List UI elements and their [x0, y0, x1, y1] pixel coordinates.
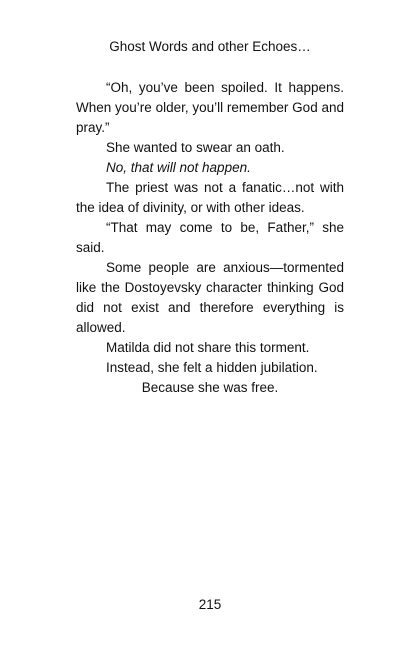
paragraph-oath: She wanted to swear an oath.: [106, 140, 285, 155]
paragraph-priest: The priest was not a fanatic…not with the idea of divinity, or with other ideas.: [76, 180, 344, 215]
paragraph-jubilation: Instead, she felt a hidden jubilation.: [106, 360, 318, 375]
paragraph-thought: No, that will not happen.: [106, 160, 251, 175]
paragraph-dialogue-father: “That may come to be, Father,” she said.: [76, 220, 344, 255]
paragraph-torment: Matilda did not share this torment.: [106, 340, 310, 355]
page-number: 215: [198, 597, 222, 612]
running-head: Ghost Words and other Echoes…: [109, 39, 311, 54]
paragraph-dialogue-spoiled: “Oh, you’ve been spoiled. It happens. When you’re older, you’ll remember God and pray.”: [76, 80, 344, 135]
paragraph-dostoyevsky: Some people are anxious—tormented like the Dostoyevsky character thinking God did not exist and therefore everything is allowed.: [76, 260, 344, 335]
paragraph-free: Because she was free.: [141, 380, 279, 395]
body-text: [76, 78, 344, 398]
